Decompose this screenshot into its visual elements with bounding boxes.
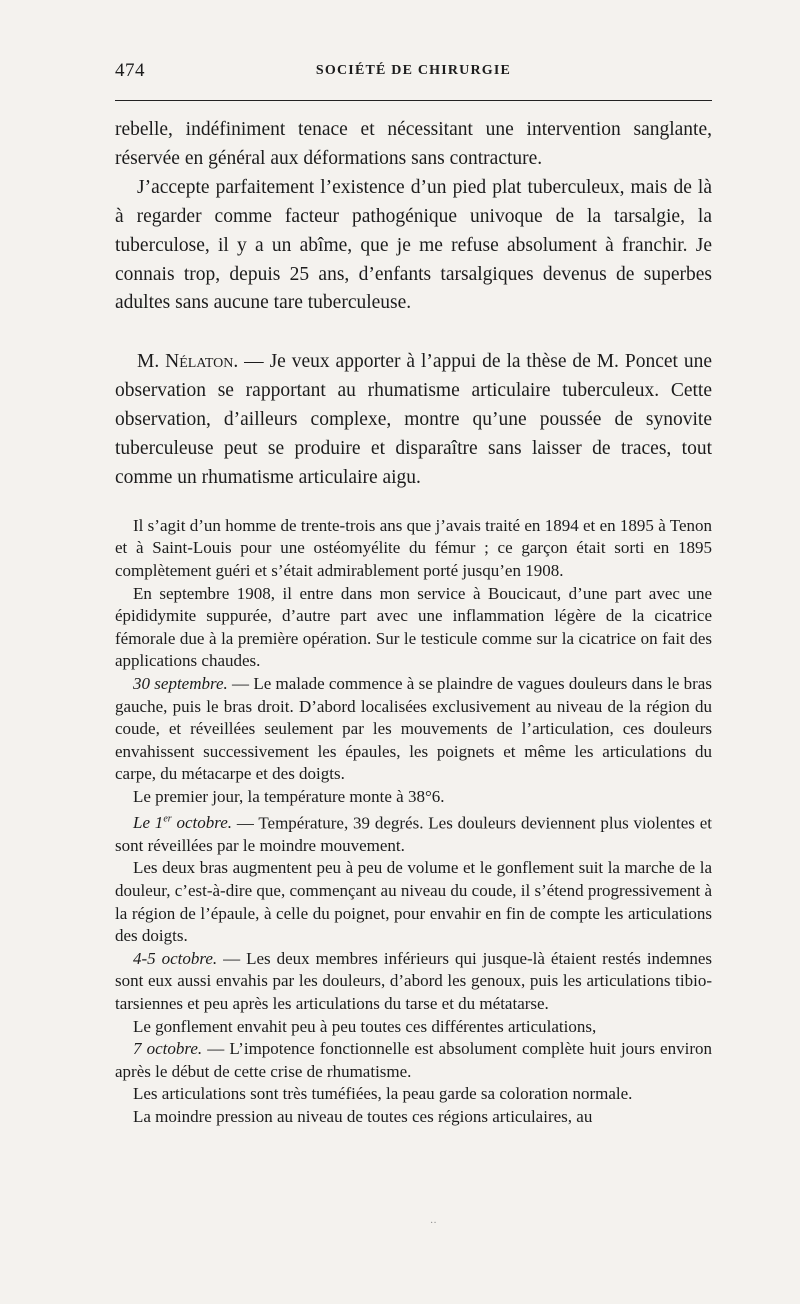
date-prefix: Le 1 [133,813,164,833]
paragraph-flatfoot: J’accepte parfaitement l’existence d’un pied plat tuberculeux, mais de là à regarder comme facteur pathogénique univoque de la tarsalgie, la tuberculose, il y a un abîme, que je me refuse absolument à franchir. Je connais trop, depuis 25 ans, d’enfants tarsalgiques devenus de superbes adultes sans aucune tare tuberculeuse. [115,176,712,314]
observation-paragraph: Le premier jour, la température monte à 38°6. [133,787,445,806]
paragraph-text: — Les deux membres inférieurs qui jusque-là étaient restés indemnes sont eux aussi envahis par les douleurs, d’abord les genoux, puis les articulations tibio-tarsiennes et peu après les articulations du tarse et du métatarse. [115,948,712,1013]
footer-mark: ·· [430,1218,437,1229]
spacer [115,318,712,348]
running-head: SOCIÉTÉ DE CHIRURGIE [315,63,512,78]
observation-paragraph: Les articulations sont très tuméfiées, la peau garde sa coloration normale. [133,1084,633,1104]
observation-paragraph: Les deux bras augmentent peu à peu de volume et le gonflement suit la marche de la douleur, c’est-à-dire que, commençant au niveau du coude, il s’étend progressivement à la région de l’épaule, à celle du poignet, pour envahir en fin de compte les articulations des doigts. [115,858,712,946]
date-superscript: er [163,813,172,825]
page-header [115,60,712,88]
paragraph-text: — Température, 39 degrés. Les douleurs deviennent plus violentes et sont réveillées par le moindre mouvement. [115,813,712,855]
speaker-name: M. Nélaton. [137,351,239,373]
paragraph-continuation: rebelle, indéfiniment tenace et nécessitant une intervention sanglante, réservée en général aux déformations sans contracture. [115,119,712,169]
date-label: 30 septembre. [133,674,228,694]
observation-paragraph [115,948,712,1016]
observation-paragraph: Le gonflement envahit peu à peu toutes ces différentes articulations, [133,1016,597,1036]
date-label: 7 octobre. [133,1039,203,1059]
paragraph-text: — L’impotence fonctionnelle est absolument complète huit jours environ après le début de cette crise de rhumatisme. [115,1039,712,1081]
observation-paragraph: La moindre pression au niveau de toutes ces régions articulaires, au [133,1106,593,1126]
spacer [115,493,712,515]
page-number: 474 [115,60,145,81]
paragraph-text: — Je veux apporter à l’appui de la thèse de M. Poncet une observation se rapportant au rhumatisme articulaire tuberculeux. Cette observation, d’ailleurs complexe, montre qu’une poussée de synovite tuberculeuse peut se produire et disparaître sans laisser de traces, tout comme un rhumatisme articulaire aigu. [115,351,712,488]
observation-paragraph [115,809,712,858]
date-label: 4-5 octobre. [133,948,218,968]
paragraph-nelaton [115,348,712,493]
body-text [115,116,712,1129]
observation-paragraph: En septembre 1908, il entre dans mon service à Boucicaut, d’une part avec une épididymite suppurée, d’autre part avec une inflammation légère de la cicatrice fémorale due à la première opération. Sur le testicule comme sur la cicatrice on fait des applications chaudes. [115,583,712,671]
header-rule [115,100,712,101]
observation-paragraph: Il s’agit d’un homme de trente-trois ans que j’avais traité en 1894 et en 1895 à Tenon et à Saint-Louis pour une ostéomyélite du fémur ; ce garçon était sorti en 1895 complètement guéri et s’était admirablement porté jusqu’en 1908. [115,515,712,581]
observation-paragraph [115,673,712,786]
observation-paragraph [115,1038,712,1083]
date-suffix: octobre. [171,813,233,833]
paragraph-text: — Le malade commence à se plaindre de vagues douleurs dans le bras gauche, puis le bras droit. D’abord localisées exclusivement au niveau de la région du coude, et réveillées seulement par les mouvements de l’articulation, ces douleurs envahissent successivement les épaules, les poignets et même les articulations du carpe, du métacarpe et des doigts. [115,674,712,784]
date-label [133,813,232,832]
